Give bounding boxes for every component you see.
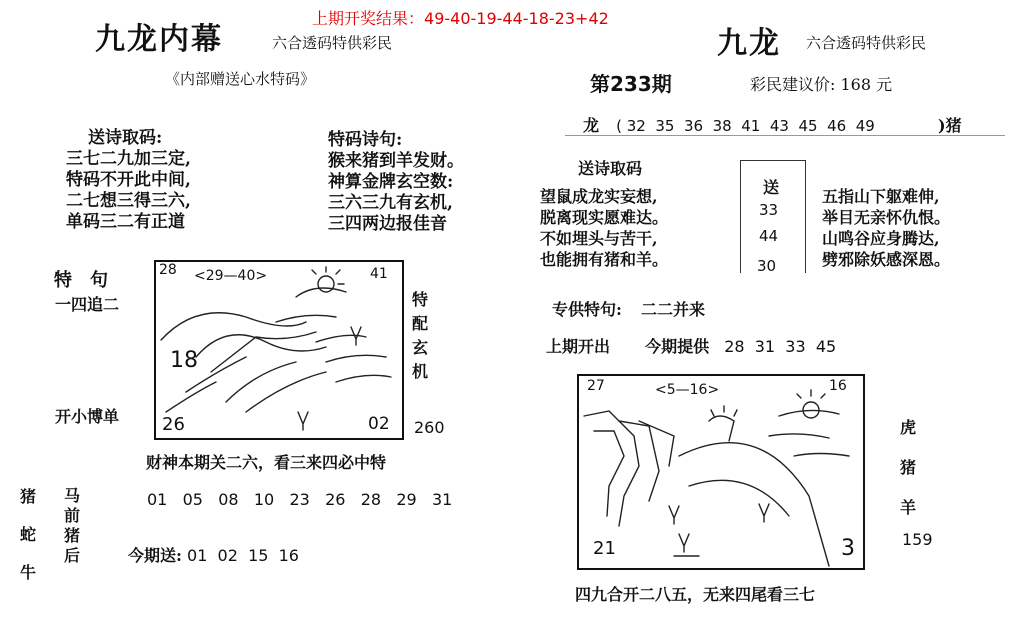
left-tagline: 《内部赠送心水特码》	[165, 70, 316, 88]
animal-char: 虎	[900, 418, 917, 437]
right-sketch-bottom-right: 3	[841, 536, 855, 561]
tepei-char: 特	[412, 290, 429, 309]
left-sketch-top-right: 41	[370, 266, 388, 282]
poem-a-title: 送诗取码:	[88, 128, 163, 148]
pig-label: )猪	[938, 116, 962, 135]
poem-a-line: 单码三二有正道	[66, 212, 185, 232]
poem-b-title: 特码诗句:	[328, 130, 403, 150]
left-sketch-box	[154, 260, 404, 440]
number-cell: 31	[432, 490, 453, 509]
tepei-char: 机	[412, 362, 429, 381]
today-send-row	[128, 543, 299, 566]
left-subtitle: 六合透码特供彩民	[272, 34, 393, 52]
left-sketch-mid-left: 18	[170, 348, 198, 373]
phrase-1: 一四追二	[55, 295, 120, 314]
song-label: 送	[763, 178, 780, 197]
provide-numbers: 28 31 33 45	[724, 337, 837, 356]
tepei-char: 玄	[412, 338, 429, 357]
right-sketch-top-left: 27	[587, 378, 605, 394]
right-bottom-line: 四九合开二八五，无来四尾看三七	[575, 585, 816, 604]
provide-label: 今期提供	[645, 337, 710, 356]
horse-char: 前	[64, 506, 81, 525]
left-sketch-top-left: 28	[159, 262, 177, 278]
right-poem-right-line: 山鸣谷应身腾达,	[822, 229, 940, 248]
code-159: 159	[902, 530, 933, 549]
number-cell: 23	[289, 490, 310, 509]
right-sketch-drawing	[579, 376, 863, 568]
right-poem-right-line: 举目无亲怀仇恨。	[822, 208, 951, 227]
left-animals-vertical	[20, 478, 36, 592]
provide-row	[546, 334, 836, 357]
phrase-2: 开小博单	[55, 407, 120, 426]
right-sketch-top-range: <5—16>	[655, 382, 720, 398]
left-numbers-row	[147, 490, 452, 509]
left-title: 九龙内幕	[95, 22, 223, 57]
right-poem-left-line: 也能拥有猪和羊。	[540, 250, 669, 269]
dragon-underline	[565, 135, 1005, 136]
special-value: 二二并来	[641, 300, 706, 319]
song-number: 30	[757, 257, 777, 275]
number-cell: 29	[396, 490, 417, 509]
song-box	[740, 160, 806, 273]
right-poem-left-line: 望鼠成龙实妄想,	[540, 187, 658, 206]
right-sketch-bottom-left: 21	[593, 538, 616, 559]
poem-a-line: 特码不开此中间,	[66, 170, 191, 190]
song-number: 33	[759, 201, 779, 219]
dragon-numbers: ( 32 35 36 38 41 43 45 46 49	[616, 117, 875, 135]
today-label: 今期送:	[128, 546, 182, 565]
number-cell: 08	[218, 490, 239, 509]
animal-char: 牛	[20, 563, 37, 582]
dragon-row	[583, 113, 875, 136]
horse-char: 猪	[64, 526, 81, 545]
last-result-numbers: 49-40-19-44-18-23+42	[424, 9, 609, 28]
caishen-line: 财神本期关二六，看三来四必中特	[146, 453, 387, 472]
last-out-label: 上期开出	[546, 337, 611, 356]
poem-b-line: 三六三九有玄机,	[328, 193, 453, 213]
poem-a-line: 三七二九加三定,	[66, 149, 191, 169]
right-poem-right-line: 五指山下躯难伸,	[822, 187, 940, 206]
right-sketch-box	[577, 374, 865, 570]
tepei-char: 配	[412, 314, 429, 333]
poem-b-line: 三四两边报佳音	[328, 214, 447, 234]
left-sketch-top-range: <29—40>	[194, 268, 268, 284]
right-subtitle: 六合透码特供彩民	[806, 34, 927, 52]
right-poem-left-line: 脱离现实愿难达。	[540, 208, 669, 227]
number-cell: 26	[325, 490, 346, 509]
poem-a-lines	[66, 149, 191, 233]
left-sketch-bottom-right: 02	[368, 414, 390, 434]
right-poem-right-line: 劈邪除妖感深恩。	[822, 250, 951, 269]
number-cell: 01	[147, 490, 168, 509]
right-animals-vertical	[900, 408, 916, 528]
horse-char: 后	[64, 546, 81, 565]
animal-char: 猪	[900, 458, 917, 477]
price-row	[750, 72, 892, 95]
issue-number: 第233期	[590, 72, 672, 96]
today-numbers: 01 02 15 16	[187, 546, 299, 565]
right-poem-left	[540, 186, 668, 270]
right-poem-title: 送诗取码	[578, 159, 643, 178]
number-cell: 28	[360, 490, 382, 509]
left-sketch-bottom-left: 26	[162, 414, 185, 435]
horse-vertical	[64, 486, 80, 566]
animal-char: 羊	[900, 498, 917, 517]
horse-char: 马	[64, 486, 81, 505]
price-label: 彩民建议价:	[750, 75, 836, 94]
right-sketch-top-right: 16	[829, 378, 847, 394]
right-poem-right	[822, 186, 950, 270]
animal-char: 猪	[20, 487, 37, 506]
tejv-label: 特 句	[54, 270, 108, 291]
tepei-vertical	[412, 288, 428, 384]
animal-char: 蛇	[20, 525, 37, 544]
poem-b-line: 神算金牌玄空数:	[328, 172, 454, 192]
poem-a-line: 二七想三得三六,	[66, 191, 191, 211]
number-cell: 10	[253, 490, 275, 509]
right-poem-left-line: 不如埋头与苦干,	[540, 229, 658, 248]
right-title: 九龙	[717, 26, 781, 61]
number-cell: 05	[182, 490, 203, 509]
special-row	[552, 297, 705, 320]
dragon-label: 龙	[583, 116, 600, 135]
song-number: 44	[759, 227, 779, 245]
poem-b-line: 猴来猪到羊发财。	[328, 151, 464, 171]
code-260: 260	[414, 418, 445, 437]
last-result-label: 上期开奖结果：	[312, 9, 425, 28]
special-label: 专供特句:	[552, 300, 622, 319]
price-value: 168 元	[840, 75, 893, 94]
last-result-banner	[312, 6, 609, 29]
poem-b-lines	[328, 151, 464, 235]
